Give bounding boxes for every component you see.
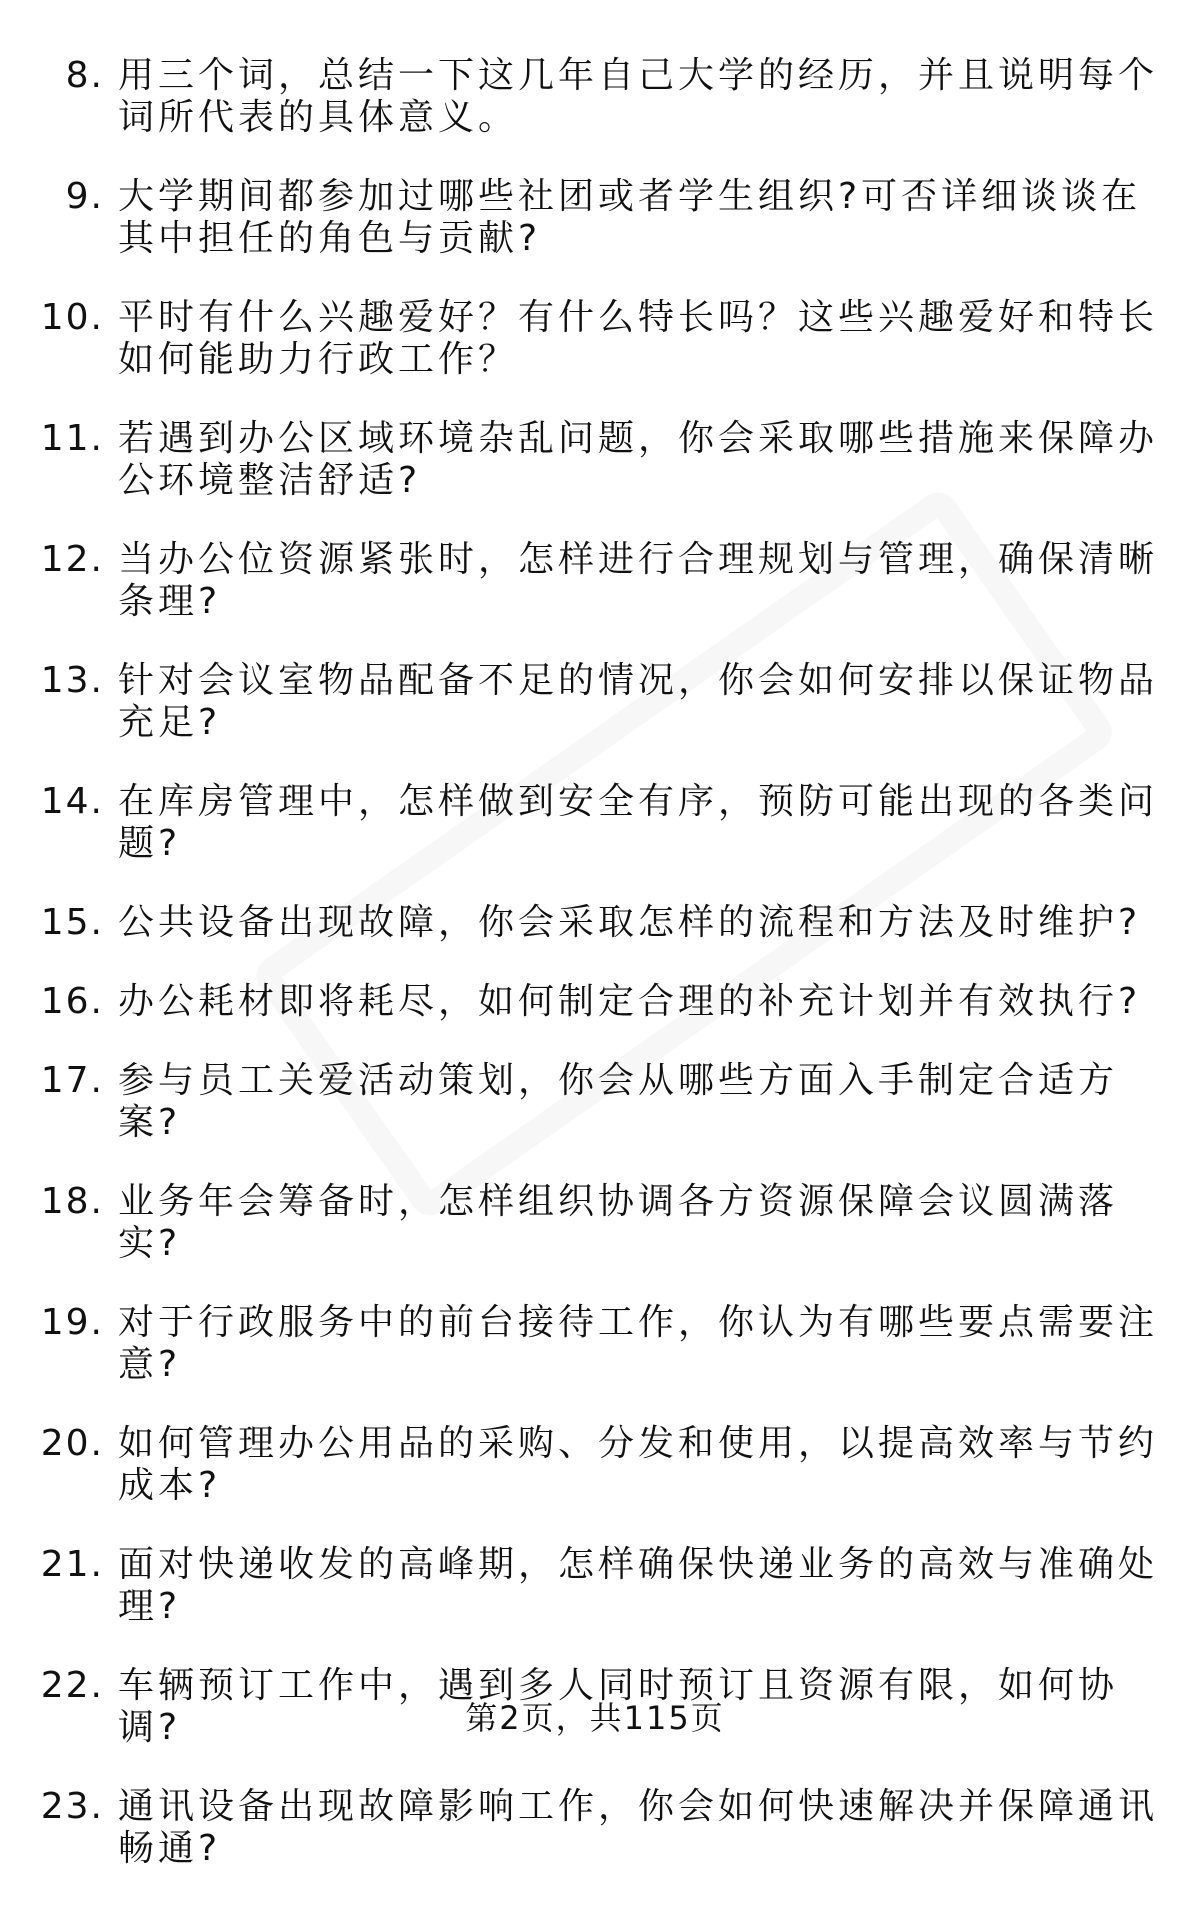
question-text: 大学期间都参加过哪些社团或者学生组织?可否详细谈谈在其中担任的角色与贡献? xyxy=(118,176,1142,259)
question-number: 20. xyxy=(40,1423,104,1464)
question-text: 通讯设备出现故障影响工作，你会如何快速解决并保障通讯畅通? xyxy=(118,1786,1159,1869)
list-item xyxy=(0,1302,1190,1386)
question-text: 参与员工关爱活动策划，你会从哪些方面入手制定合适方案? xyxy=(118,1060,1119,1143)
list-item xyxy=(0,539,1190,623)
list-item xyxy=(0,1423,1190,1507)
question-number: 19. xyxy=(40,1302,104,1343)
list-item xyxy=(0,902,1190,944)
question-text: 办公耗材即将耗尽，如何制定合理的补充计划并有效执行? xyxy=(118,981,1142,1022)
question-number: 11. xyxy=(40,418,104,459)
question-number: 17. xyxy=(40,1060,104,1101)
question-text: 面对快递收发的高峰期，怎样确保快递业务的高效与准确处理? xyxy=(118,1544,1159,1627)
question-text: 用三个词，总结一下这几年自己大学的经历，并且说明每个词所代表的具体意义。 xyxy=(118,55,1159,138)
list-item xyxy=(0,781,1190,865)
question-number: 23. xyxy=(40,1786,104,1827)
list-item xyxy=(0,1181,1190,1265)
question-text: 对于行政服务中的前台接待工作，你认为有哪些要点需要注意? xyxy=(118,1302,1159,1385)
question-number: 9. xyxy=(65,176,104,217)
question-number: 15. xyxy=(40,902,104,943)
question-text: 业务年会筹备时，怎样组织协调各方资源保障会议圆满落实? xyxy=(118,1181,1119,1264)
question-text: 公共设备出现故障，你会采取怎样的流程和方法及时维护? xyxy=(118,902,1142,943)
question-number: 10. xyxy=(40,297,104,338)
question-text: 当办公位资源紧张时，怎样进行合理规划与管理，确保清晰条理? xyxy=(118,539,1159,622)
page-footer: 第2页，共115页 xyxy=(465,1699,725,1737)
question-list xyxy=(0,55,1190,1907)
question-text: 如何管理办公用品的采购、分发和使用，以提高效率与节约成本? xyxy=(118,1423,1159,1506)
list-item xyxy=(0,660,1190,744)
question-number: 12. xyxy=(40,539,104,580)
question-text: 针对会议室物品配备不足的情况，你会如何安排以保证物品充足? xyxy=(118,660,1159,743)
list-item xyxy=(0,1060,1190,1144)
list-item xyxy=(0,1544,1190,1628)
list-item xyxy=(0,176,1190,260)
question-text: 平时有什么兴趣爱好？有什么特长吗？这些兴趣爱好和特长如何能助力行政工作？ xyxy=(118,297,1159,380)
question-number: 14. xyxy=(40,781,104,822)
list-item xyxy=(0,981,1190,1023)
question-text: 在库房管理中，怎样做到安全有序，预防可能出现的各类问题? xyxy=(118,781,1159,864)
question-number: 13. xyxy=(40,660,104,701)
list-item xyxy=(0,1786,1190,1870)
question-number: 8. xyxy=(65,55,104,96)
question-text: 车辆预订工作中，遇到多人同时预订且资源有限，如何协调? xyxy=(118,1665,1119,1748)
question-number: 22. xyxy=(40,1665,104,1706)
question-number: 21. xyxy=(40,1544,104,1585)
question-text: 若遇到办公区域环境杂乱问题，你会采取哪些措施来保障办公环境整洁舒适? xyxy=(118,418,1159,501)
list-item xyxy=(0,418,1190,502)
list-item xyxy=(0,55,1190,139)
question-number: 16. xyxy=(40,981,104,1022)
question-number: 18. xyxy=(40,1181,104,1222)
list-item xyxy=(0,297,1190,381)
